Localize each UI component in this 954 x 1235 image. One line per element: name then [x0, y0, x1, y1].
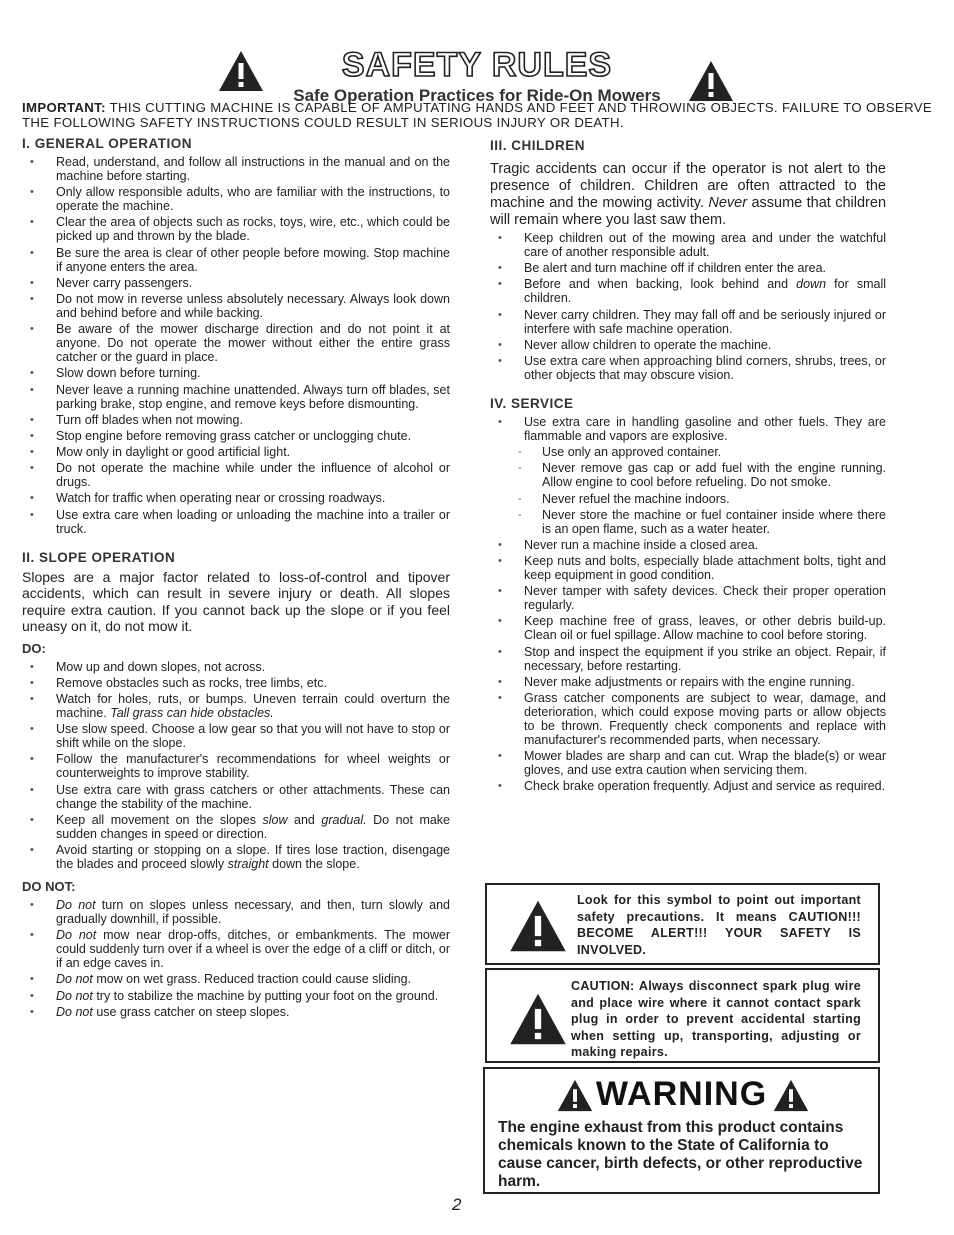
- important-text: THIS CUTTING MACHINE IS CAPABLE OF AMPUTATING HANDS AND FEET AND THROWING OBJECTS. FAILURE TO OBSERVE THE FOLLOWING SAFETY INSTRUCTIONS COULD RESULT IN SERIOUS INJURY OR DEATH.: [22, 100, 932, 130]
- list-item: [490, 277, 886, 305]
- warning-triangle-icon: [773, 1079, 809, 1112]
- important-label: IMPORTANT:: [22, 100, 106, 115]
- section-heading-service: IV. SERVICE: [490, 395, 574, 411]
- list-item-text: turn on slopes unless necessary, and then, turn slowly and gradually downhill, if possible.: [56, 897, 450, 926]
- warning-triangle-icon: [509, 899, 567, 953]
- list-item: [22, 898, 450, 926]
- list-item-text: Avoid starting or stopping on a slope. If tires lose traction, disengage the blades and proceed slowly: [56, 842, 450, 871]
- list-item: • Never make adjustments or repairs with the engine running.: [490, 675, 886, 689]
- list-item-text: use grass catcher on steep slopes.: [92, 1004, 290, 1019]
- list-item: • Do not mow in reverse unless absolutely necessary. Always look down and behind before and while backing.: [22, 292, 450, 320]
- list-item-emphasis: Do not: [56, 972, 93, 987]
- children-list: [490, 231, 886, 382]
- list-item-emphasis: Do not: [56, 928, 97, 943]
- list-item: • Use slow speed. Choose a low gear so that you will not have to stop or shift while on the slope.: [22, 722, 450, 750]
- section-heading-children: III. CHILDREN: [490, 138, 586, 153]
- page-subtitle: Safe Operation Practices for Ride-On Mowers: [293, 86, 661, 105]
- list-item-emphasis: Tall grass can hide obstacles.: [110, 706, 274, 720]
- page-header: [0, 48, 954, 106]
- service-list: [490, 415, 886, 793]
- list-item: • Turn off blades when not mowing.: [22, 413, 450, 427]
- list-item-text: Before and when backing, look behind and: [524, 277, 797, 292]
- list-item: • Be alert and turn machine off if children enter the area.: [490, 261, 886, 275]
- list-item: • Keep children out of the mowing area and under the watchful care of another responsible adult.: [490, 231, 886, 259]
- list-item: • Use extra care in handling gasoline and other fuels. They are flammable and vapors are explosive.: [490, 415, 886, 443]
- list-item-emphasis: straight: [227, 856, 269, 871]
- page-title: SAFETY RULES: [341, 46, 613, 84]
- list-item-text: down the slope.: [268, 856, 360, 871]
- list-item: • Use extra care when approaching blind corners, shrubs, trees, or other objects that may obscure vision.: [490, 354, 886, 382]
- list-item: [22, 692, 450, 720]
- page-number: 2: [452, 1195, 462, 1214]
- list-item: • Use extra care when loading or unloading the machine into a trailer or truck.: [22, 508, 450, 536]
- list-subitem: - Never refuel the machine indoors.: [490, 492, 886, 506]
- list-item-text: mow on wet grass. Reduced traction could cause sliding.: [92, 972, 412, 987]
- list-item: • Never run a machine inside a closed area.: [490, 538, 886, 552]
- list-item: • Never carry passengers.: [22, 276, 450, 290]
- list-item-emphasis: slow: [262, 812, 288, 827]
- list-item: • Be aware of the mower discharge direction and do not point it at anyone. Do not operate the mower without either the entire grass catcher or the guard in place.: [22, 322, 450, 364]
- list-item: • Mower blades are sharp and can cut. Wrap the blade(s) or wear gloves, and use extra caution when servicing them.: [490, 749, 886, 777]
- list-item: • Stop and inspect the equipment if you strike an object. Repair, if necessary, before restarting.: [490, 645, 886, 673]
- warning-triangle-icon: [509, 992, 567, 1046]
- caution-box: [485, 968, 880, 1063]
- section-heading-general: I. GENERAL OPERATION: [22, 136, 193, 151]
- children-lead: [490, 161, 886, 229]
- list-subitem: - Never store the machine or fuel container inside where there is an open flame, such as a water heater.: [490, 508, 886, 536]
- list-item-emphasis: Do not: [56, 988, 93, 1003]
- warning-text: The engine exhaust from this product contains chemicals known to the State of California to cause cancer, birth defects, or other reproductive harm.: [498, 1119, 863, 1190]
- list-item: • Do not operate the machine while under the influence of alcohol or drugs.: [22, 461, 450, 489]
- list-item: [22, 928, 450, 970]
- list-item: • Keep nuts and bolts, especially blade attachment bolts, tight and keep equipment in good condition.: [490, 554, 886, 582]
- list-item-emphasis: Do not: [56, 897, 96, 912]
- list-item: • Only allow responsible adults, who are familiar with the instructions, to operate the machine.: [22, 185, 450, 213]
- warning-box: [483, 1067, 880, 1194]
- list-item: • Never leave a running machine unattended. Always turn off blades, set parking brake, stop engine, and remove keys before dismounting.: [22, 383, 450, 411]
- list-item: [22, 1005, 450, 1019]
- list-item: [22, 989, 450, 1003]
- do-label: DO:: [22, 640, 46, 656]
- lead-text: assume that children will remain where you last saw them.: [490, 195, 887, 228]
- do-list: [22, 660, 450, 871]
- list-item-text: try to stabilize the machine by putting your foot on the ground.: [92, 988, 439, 1003]
- list-item: • Use extra care with grass catchers or other attachments. These can change the stability of the machine.: [22, 783, 450, 811]
- lead-emphasis: Never: [708, 195, 748, 211]
- list-item-text: mow near drop-offs, ditches, or embankments. The mower could suddenly turn over if a wheel is over the edge of a cliff or ditch, or if an edge caves in.: [56, 928, 450, 971]
- list-item-text: Do not make sudden changes in speed or direction.: [56, 812, 451, 841]
- do-not-label: DO NOT:: [22, 878, 76, 894]
- symbol-notice-box: [485, 883, 880, 965]
- list-item-emphasis: Do not: [56, 1004, 93, 1019]
- symbol-notice-text: Look for this symbol to point out important safety precautions. It means CAUTION!!! BECOME ALERT!!! YOUR SAFETY IS INVOLVED.: [577, 893, 861, 957]
- list-item: • Watch for traffic when operating near or crossing roadways.: [22, 491, 450, 505]
- list-item-text: Keep all movement on the slopes: [56, 812, 263, 827]
- right-column: [490, 136, 886, 796]
- list-item-emphasis: gradual.: [321, 812, 367, 827]
- list-item: [22, 843, 450, 871]
- do-not-list: [22, 898, 450, 1019]
- list-item: • Mow up and down slopes, not across.: [22, 660, 450, 674]
- list-item: • Follow the manufacturer's recommendations for wheel weights or counterweights to improve stability.: [22, 752, 450, 780]
- section-heading-slope: II. SLOPE OPERATION: [22, 549, 176, 565]
- general-list: [22, 155, 450, 536]
- list-item-text: Watch for holes, ruts, or bumps. Uneven terrain could overturn the machine.: [56, 692, 450, 720]
- list-item-text: for small children.: [524, 277, 887, 306]
- list-item: • Mow only in daylight or good artificial light.: [22, 445, 450, 459]
- warning-title: WARNING: [595, 1075, 768, 1113]
- left-column: [22, 136, 450, 1021]
- list-item: • Never tamper with safety devices. Check their proper operation regularly.: [490, 584, 886, 612]
- list-item: • Stop engine before removing grass catcher or unclogging chute.: [22, 429, 450, 443]
- list-item: • Be sure the area is clear of other people before mowing. Stop machine if anyone enters the area.: [22, 246, 450, 274]
- slope-lead: Slopes are a major factor related to loss-of-control and tipover accidents, which can result in severe injury or death. All slopes require extra caution. If you cannot back up the slope or if you feel uneasy on it, do not mow it.: [22, 568, 450, 635]
- list-item: • Grass catcher components are subject to wear, damage, and deterioration, which could expose moving parts or allow objects to be thrown. Frequently check components and replace with manufacturer's recommended parts, when necessary.: [490, 691, 886, 747]
- list-subitem: - Use only an approved container.: [490, 445, 886, 459]
- list-item: • Never allow children to operate the machine.: [490, 338, 886, 352]
- list-subitem: - Never remove gas cap or add fuel with the engine running. Allow engine to cool before refueling. Do not smoke.: [490, 461, 886, 489]
- list-item: • Slow down before turning.: [22, 366, 450, 380]
- list-item: [22, 972, 450, 986]
- list-item: • Clear the area of objects such as rocks, toys, wire, etc., which could be picked up and thrown by the blade.: [22, 215, 450, 243]
- list-item: • Never carry children. They may fall off and be seriously injured or interfere with safe machine operation.: [490, 308, 886, 336]
- list-item: • Check brake operation frequently. Adjust and service as required.: [490, 779, 886, 793]
- list-item: • Read, understand, and follow all instructions in the manual and on the machine before starting.: [22, 155, 450, 183]
- important-notice: [22, 100, 932, 130]
- list-item: • Keep machine free of grass, leaves, or other debris build-up. Clean oil or fuel spillage. Allow machine to cool before storing.: [490, 614, 886, 642]
- list-item-emphasis: down: [796, 277, 827, 292]
- list-item: • Remove obstacles such as rocks, tree limbs, etc.: [22, 676, 450, 690]
- caution-text: CAUTION: Always disconnect spark plug wire and place wire where it cannot contact spark plug in order to prevent accidental starting when setting up, transporting, adjusting or making repairs.: [571, 979, 861, 1059]
- list-item: [22, 813, 450, 841]
- lead-text: Tragic accidents can occur if the operator is not alert to the presence of children. Children are often attracted to the machine and the mowing activity.: [490, 161, 886, 211]
- list-item-text: and: [287, 812, 322, 827]
